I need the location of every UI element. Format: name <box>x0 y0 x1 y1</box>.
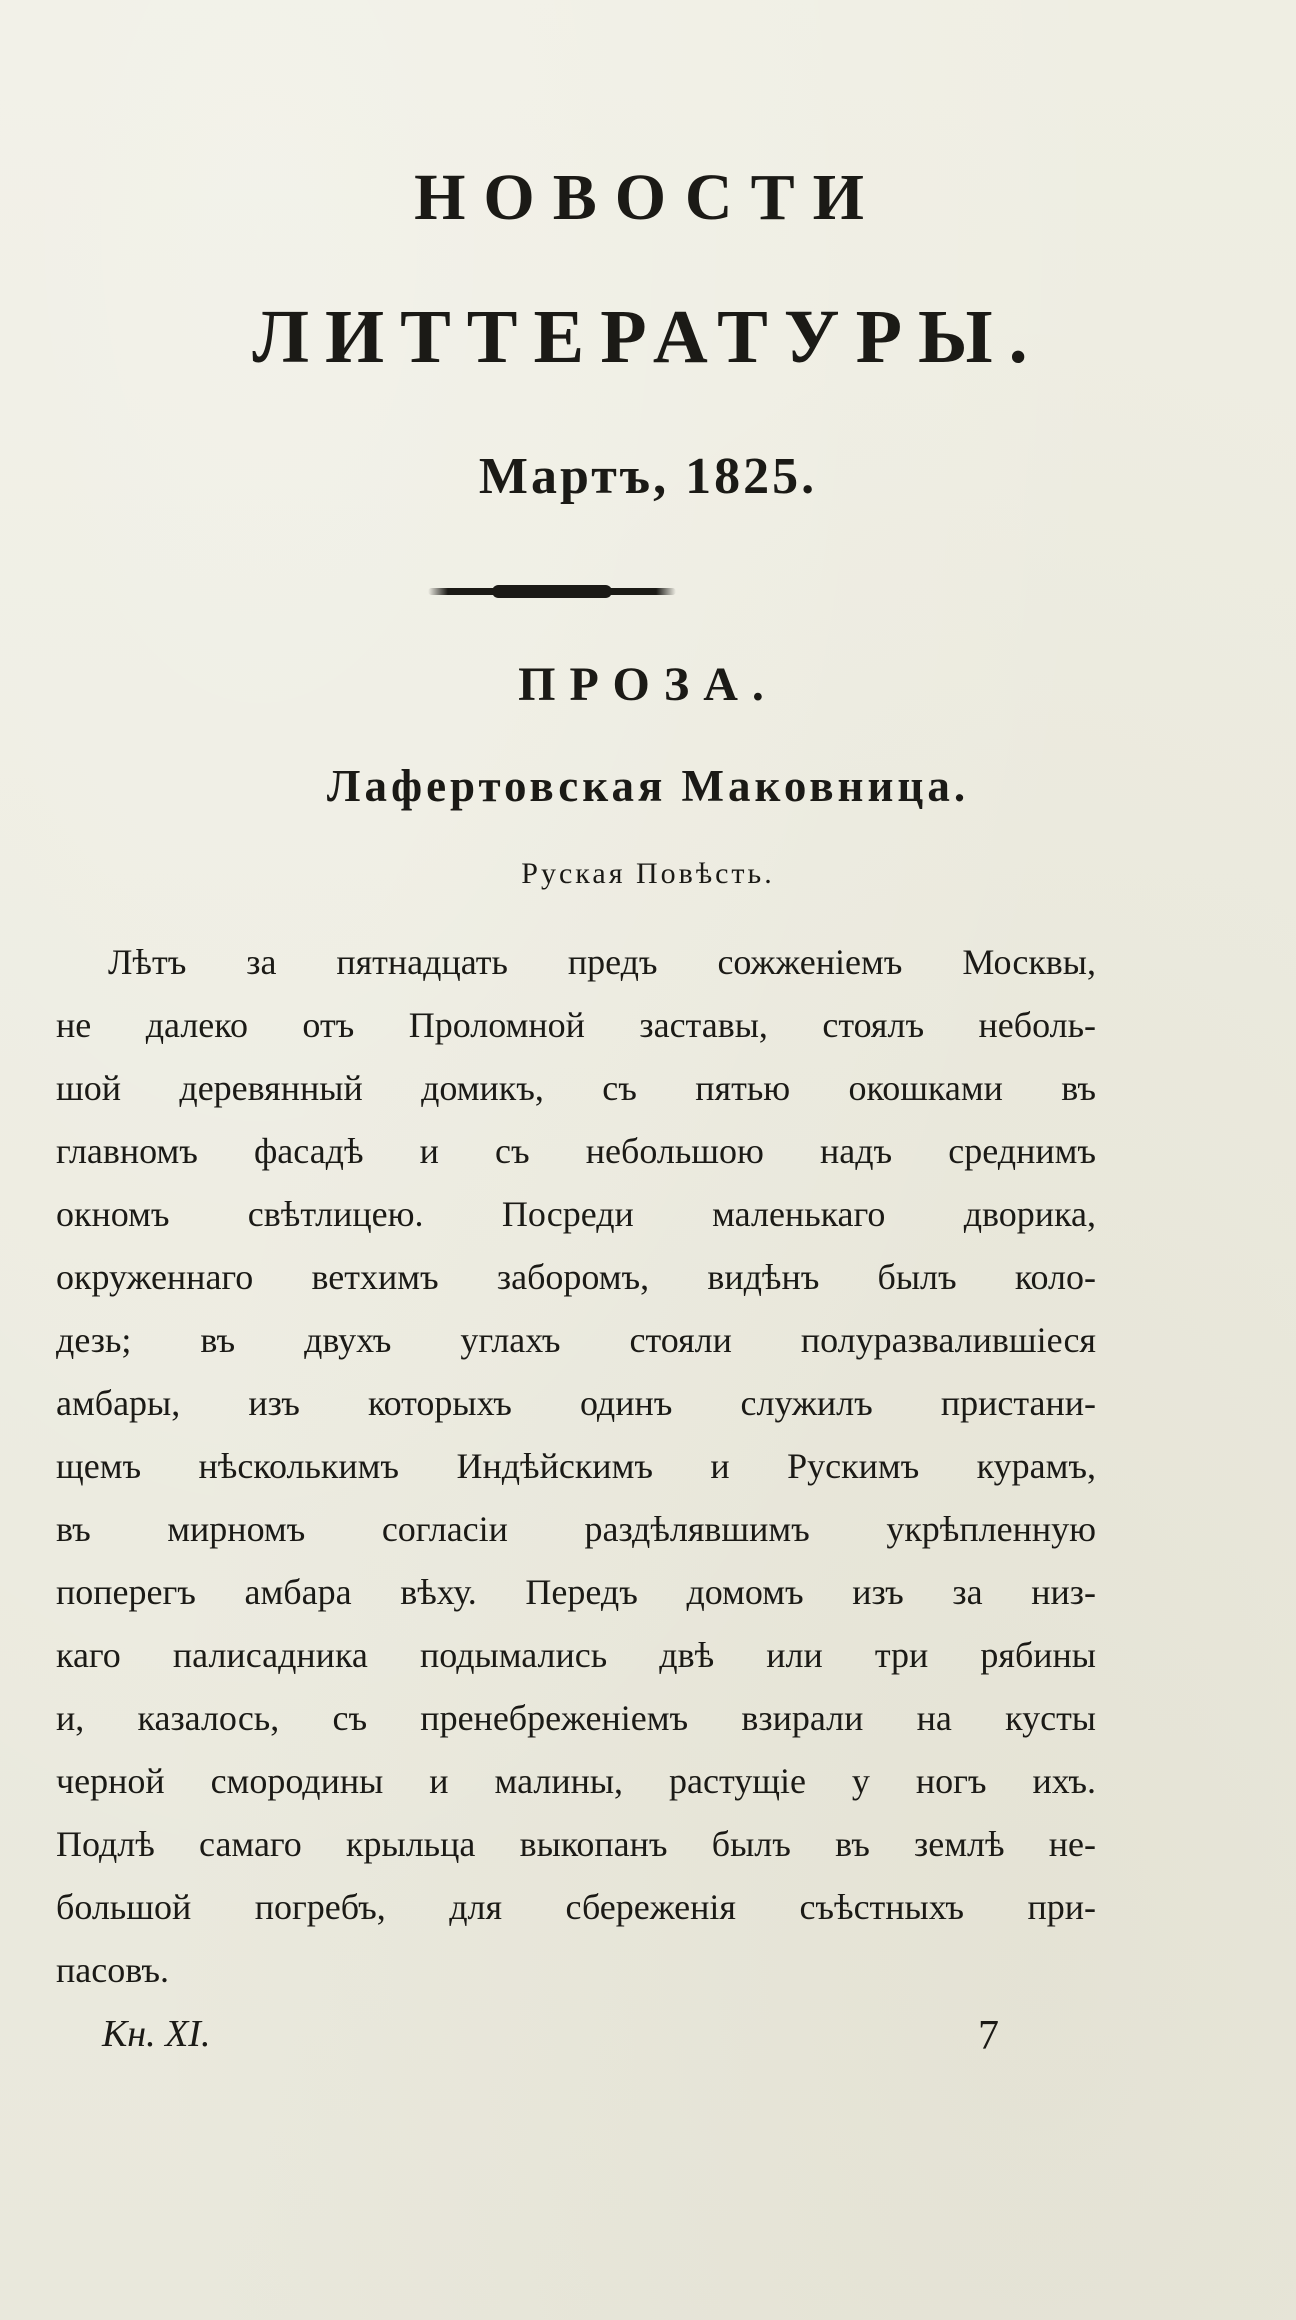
ornamental-divider <box>428 588 676 595</box>
text-line: дезь; въ двухъ углахъ стояли полуразвалившіеся <box>56 1320 1096 1360</box>
issue-date: Мартъ, 1825. <box>478 448 818 505</box>
text-line: и, казалось, съ пренебреженіемъ взирали на кусты <box>56 1698 1096 1738</box>
text-line: окномъ свѣтлицею. Посреди маленькаго дворика, <box>56 1194 1096 1234</box>
text-line: пасовъ. <box>56 1950 169 1990</box>
story-title: Лафертовская Маковница. <box>326 761 970 811</box>
text-line: черной смородины и малины, растущіе у ногъ ихъ. <box>56 1761 1096 1801</box>
text-line: большой погребъ, для сбереженія съѣстныхъ при- <box>56 1887 1096 1927</box>
section-title: ПРОЗА. <box>518 658 778 711</box>
page-number: 7 <box>978 2013 999 2059</box>
text-line: не далеко отъ Проломной заставы, стоялъ неболь- <box>56 1005 1096 1045</box>
text-line: каго палисадника подымались двѣ или три рябины <box>56 1635 1096 1675</box>
text-line: амбары, изъ которыхъ одинъ служилъ пристани- <box>56 1383 1096 1423</box>
text-line: въ мирномъ согласіи раздѣлявшимъ укрѣпленную <box>56 1509 1096 1549</box>
signature-mark: Кн. XI. <box>102 2013 211 2055</box>
text-line: шой деревянный домикъ, съ пятью окошками въ <box>56 1068 1096 1108</box>
text-line: главномъ фасадѣ и съ небольшою надъ среднимъ <box>56 1131 1096 1171</box>
text-line: поперегъ амбара вѣху. Передъ домомъ изъ за низ- <box>56 1572 1096 1612</box>
text-line: щемъ нѣсколькимъ Индѣйскимъ и Рускимъ курамъ, <box>56 1446 1096 1486</box>
journal-title-line-1: НОВОСТИ <box>414 161 882 234</box>
text-line: Лѣтъ за пятнадцать предъ сожженіемъ Москвы, <box>108 942 1096 982</box>
story-subtitle: Руская Повѣсть. <box>521 857 775 890</box>
journal-title-line-2: ЛИТТЕРАТУРЫ. <box>252 295 1044 379</box>
text-line: Подлѣ самаго крыльца выкопанъ былъ въ землѣ не- <box>56 1824 1096 1864</box>
text-line: окруженнаго ветхимъ заборомъ, видѣнъ былъ коло- <box>56 1257 1096 1297</box>
